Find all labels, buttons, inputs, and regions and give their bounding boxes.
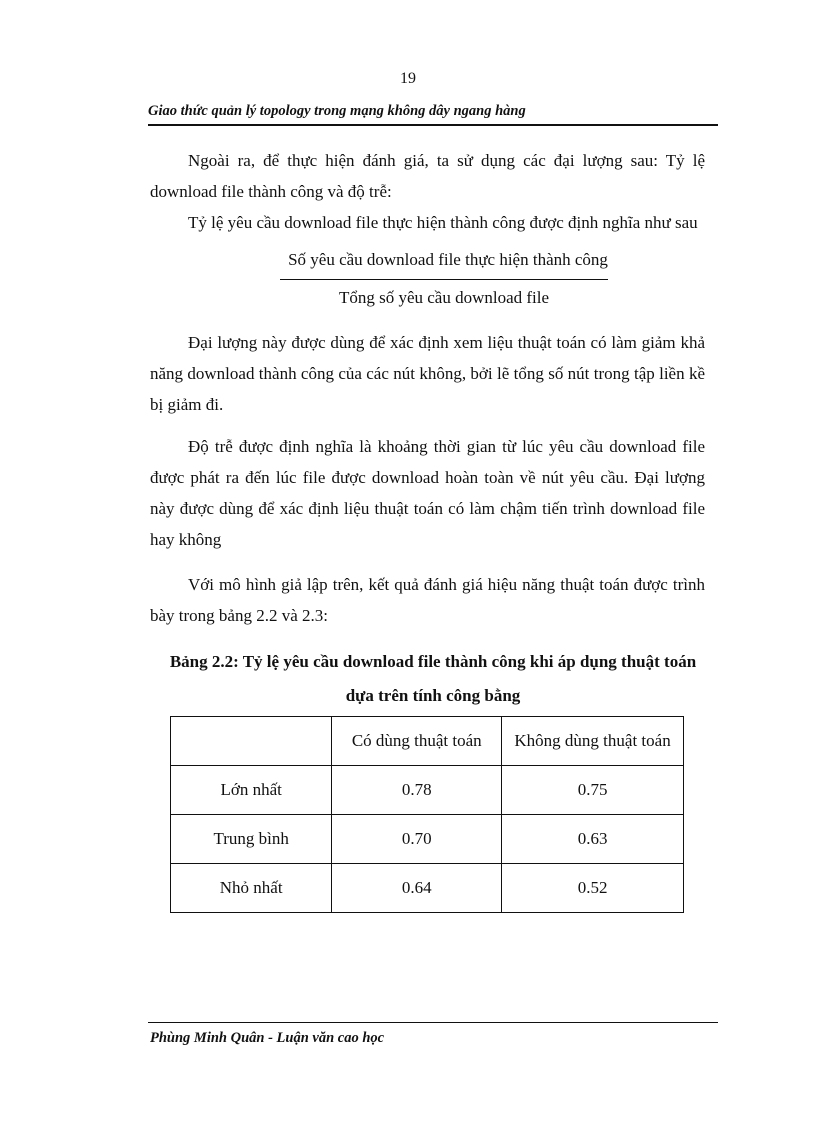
table-row-label: Nhỏ nhất [171, 864, 332, 913]
table-caption-line2: dựa trên tính công bằng [345, 686, 521, 705]
footer-author: Phùng Minh Quân - Luận văn cao học [150, 1030, 385, 1046]
table-cell: 0.52 [502, 864, 684, 913]
formula-numerator: Số yêu cầu download file thực hiện thành công [288, 250, 608, 269]
paragraph-delay: Độ trễ được định nghĩa là khoảng thời gian từ lúc yêu cầu download file được phát ra đến lúc file được download hoàn toàn về nút yêu cầu. Đại lượng này được dùng để xác định liệu thuật toán có làm chậm tiến trình download file hay không [150, 437, 705, 549]
table-cell: 0.75 [502, 766, 684, 815]
formula-denominator: Tổng số yêu cầu download file [338, 288, 550, 307]
header-divider [148, 124, 718, 126]
table-row [171, 864, 684, 913]
table-header-row [171, 717, 684, 766]
table-cell: 0.63 [502, 815, 684, 864]
results-table [170, 716, 684, 913]
table-header-cell: Không dùng thuật toán [502, 717, 684, 766]
table-row [171, 766, 684, 815]
table-header-cell: Có dùng thuật toán [332, 717, 502, 766]
table-cell: 0.78 [332, 766, 502, 815]
page-number: 19 [400, 70, 416, 87]
table-caption [148, 645, 718, 713]
table-row [171, 815, 684, 864]
table-row-label: Lớn nhất [171, 766, 332, 815]
table-header-cell [171, 717, 332, 766]
paragraph-intro: Ngoài ra, để thực hiện đánh giá, ta sử dụng các đại lượng sau: Tỷ lệ download file thành công và độ trễ: [150, 151, 705, 201]
paragraph-definition: Tỷ lệ yêu cầu download file thực hiện thành công được định nghĩa như sau [188, 213, 698, 232]
table-cell: 0.64 [332, 864, 502, 913]
formula-fraction-line [280, 279, 608, 280]
paragraph-success-rate: Đại lượng này được dùng để xác định xem liệu thuật toán có làm giảm khả năng download thành công của các nút không, bởi lẽ tổng số nút trong tập liền kề bị giảm đi. [150, 333, 705, 414]
paragraph-results-intro: Với mô hình giả lập trên, kết quả đánh giá hiệu năng thuật toán được trình bày trong bảng 2.2 và 2.3: [150, 575, 705, 625]
table-row-label: Trung bình [171, 815, 332, 864]
table-cell: 0.70 [332, 815, 502, 864]
footer-divider [148, 1022, 718, 1023]
running-header: Giao thức quản lý topology trong mạng không dây ngang hàng [148, 103, 526, 119]
table-caption-line1: Bảng 2.2: Tỷ lệ yêu cầu download file thành công khi áp dụng thuật toán [169, 652, 697, 671]
